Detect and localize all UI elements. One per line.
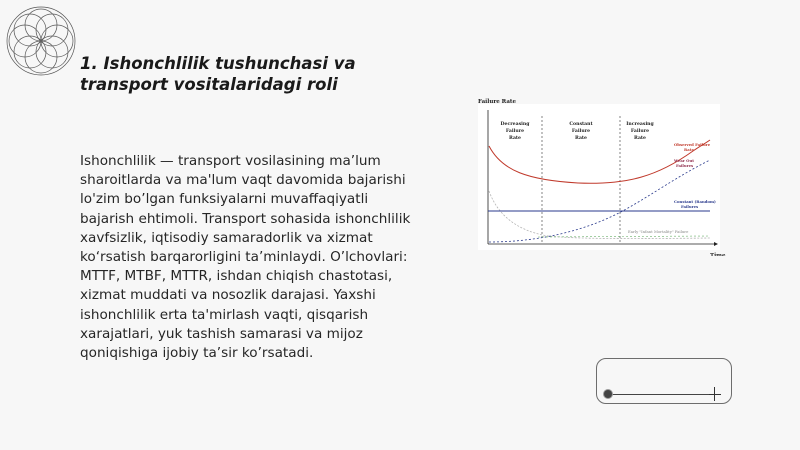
early-label: Early "Infant Mortality" Failure — [628, 229, 689, 234]
region-label: Rate — [575, 136, 587, 141]
slide-body-text: Ishonchlilik — transport vosilasining ma’lum sharoitlarda va ma'lum vaqt davomida bajarishi lo'zim bo’lgan funksiyalarni muvaffaqiyatli bajarish ehtimoli. Transport sohasida ishonchlilik xavfsizlik, iqtisodiy samaradorlik va xizmat ko‘rsatish barqarorligini ta’minlaydi. O’lchovlari: MTTF, MTBF, MTTR, ishdan chiqish chastotasi, xizmat muddati va nosozlik darajasi. Yaxshi ishonchlilik erta ta'mirlash vaqti, qisqarish xarajatlari, yuk tashish samarasi va mijoz qoniqishiga ijobiy ta’sir ko’rsatadi. — [80, 153, 411, 362]
x-axis-label: Time — [710, 253, 726, 256]
plus-icon[interactable] — [709, 387, 721, 401]
media-timeline-box[interactable] — [596, 358, 732, 404]
observed-label: Rate — [684, 147, 694, 152]
wearout-label: Wear Out — [674, 158, 694, 163]
region-label: Decreasing — [500, 122, 530, 127]
region-label: Increasing — [626, 122, 654, 127]
constant-label: Failures — [681, 204, 699, 209]
region-label: Failure — [505, 129, 525, 134]
region-label: Failure — [630, 129, 650, 134]
observed-label: Observed Failure — [674, 142, 711, 147]
bathtub-curve-figure — [478, 96, 726, 256]
region-label: Constant — [569, 122, 593, 127]
y-axis-label: Failure Rate — [478, 99, 516, 105]
region-label: Failure — [571, 129, 591, 134]
bathtub-curve-svg — [478, 96, 726, 256]
timeline-track[interactable] — [609, 394, 719, 395]
spirograph-logo-icon — [3, 3, 79, 79]
slide-title: 1. Ishonchlilik tushunchasi va transport vositalaridagi roli — [80, 54, 356, 94]
wearout-label: Failures — [676, 163, 694, 168]
region-label: Rate — [509, 136, 521, 141]
region-label: Rate — [634, 136, 646, 141]
timeline-dot-icon[interactable] — [604, 390, 612, 398]
constant-label: Constant (Random) — [674, 199, 716, 204]
